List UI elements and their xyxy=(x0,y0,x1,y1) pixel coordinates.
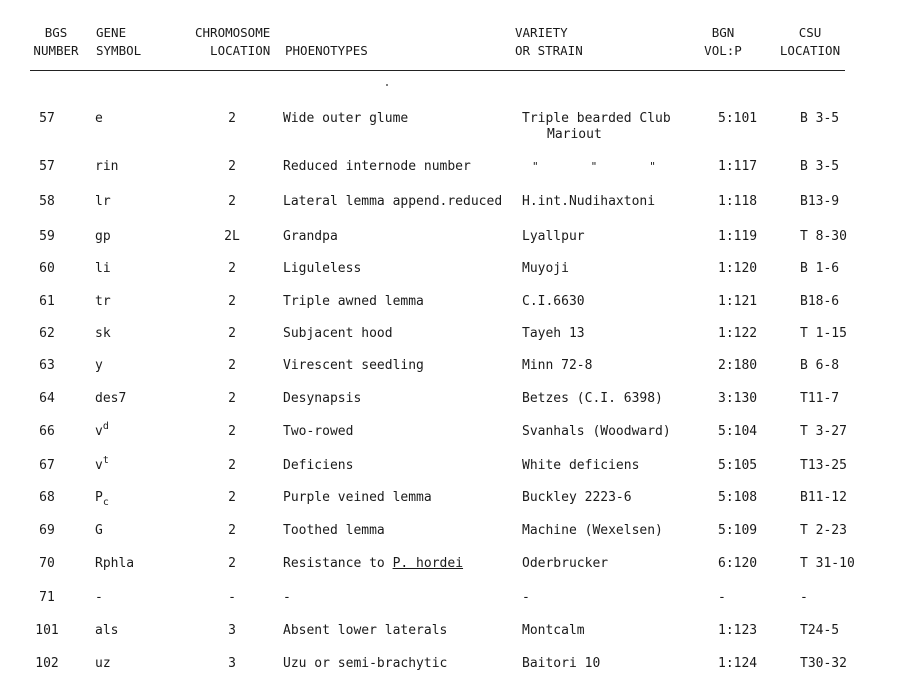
phenotype-cell xyxy=(283,358,424,374)
bgn-vol-page-cell: 5:101 xyxy=(718,111,758,126)
gene-superscript: d xyxy=(102,421,109,432)
phenotype-text: Toothed lemma xyxy=(283,523,385,538)
gene-symbol-text: - xyxy=(95,590,103,605)
gene-symbol-cell xyxy=(95,523,103,539)
csu-location-cell: T 1-15 xyxy=(800,326,847,341)
chromosome-location-cell: 2 xyxy=(228,111,236,126)
gene-symbol-text: sk xyxy=(95,326,111,341)
csu-location-cell: B18-6 xyxy=(800,294,840,309)
phenotype-cell xyxy=(283,458,353,474)
gene-symbol-cell xyxy=(95,229,111,245)
chromosome-location-cell: 3 xyxy=(228,656,236,671)
phenotype-cell xyxy=(283,590,291,606)
bgn-vol-page-cell: 3:130 xyxy=(718,391,758,406)
phenotype-text: Resistance to xyxy=(283,556,393,571)
chromosome-location-cell: 2 xyxy=(228,490,236,505)
gene-symbol-cell xyxy=(95,656,111,672)
chromosome-location-cell: 2L xyxy=(224,229,240,244)
gene-superscript: t xyxy=(102,455,109,466)
csu-location-cell: B11-12 xyxy=(800,490,847,505)
phenotype-text: Lateral lemma append.reduced xyxy=(283,194,503,209)
header-bgn-vol: BGN VOL:P xyxy=(704,25,742,58)
bgn-vol-page-cell: 6:120 xyxy=(718,556,758,571)
gene-symbol-cell xyxy=(95,294,111,310)
chromosome-location-cell: 2 xyxy=(228,358,236,373)
phenotype-text: Triple awned lemma xyxy=(283,294,424,309)
chromosome-location-cell: 2 xyxy=(228,523,236,538)
chromosome-location-cell: 2 xyxy=(228,294,236,309)
variety-strain-continuation: Mariout xyxy=(547,127,602,142)
gene-symbol-cell xyxy=(95,623,118,639)
chromosome-location-cell: 3 xyxy=(228,623,236,638)
bgs-number-cell: 66 xyxy=(39,424,55,439)
bgn-vol-page-cell: 1:122 xyxy=(718,326,758,341)
variety-strain-cell: Lyallpur xyxy=(522,229,585,244)
bgs-number-cell: 61 xyxy=(39,294,55,309)
ditto-mark: " xyxy=(649,160,656,173)
gene-symbol-text: v xyxy=(95,424,103,439)
bgs-number-cell: 67 xyxy=(39,458,55,473)
phenotype-cell xyxy=(283,490,432,506)
bgs-number-cell: 71 xyxy=(39,590,55,605)
header-phenotypes: PHOENOTYPES xyxy=(285,43,368,58)
gene-symbol-text: des7 xyxy=(95,391,127,406)
phenotype-cell xyxy=(283,159,471,175)
bgn-vol-page-cell: 2:180 xyxy=(718,358,758,373)
csu-location-cell: T24-5 xyxy=(800,623,840,638)
csu-location-cell: - xyxy=(800,590,808,605)
variety-strain-cell: Buckley 2223-6 xyxy=(522,490,632,505)
csu-location-cell: B 3-5 xyxy=(800,111,840,126)
phenotype-text: Grandpa xyxy=(283,229,338,244)
bgn-vol-page-cell: 5:108 xyxy=(718,490,758,505)
gene-symbol-cell xyxy=(95,326,111,342)
bgs-number-cell: 57 xyxy=(39,111,55,126)
header-rule xyxy=(30,70,845,71)
phenotype-cell xyxy=(283,326,393,342)
gene-symbol-text: lr xyxy=(95,194,111,209)
variety-strain-cell: White deficiens xyxy=(522,458,640,473)
phenotype-text: Reduced internode number xyxy=(283,159,471,174)
chromosome-location-cell: 2 xyxy=(228,326,236,341)
header-chromosome-location: CHROMOSOME LOCATION xyxy=(195,25,271,58)
gene-symbol-text: uz xyxy=(95,656,111,671)
csu-location-cell: T 2-23 xyxy=(800,523,847,538)
bgs-number-cell: 57 xyxy=(39,159,55,174)
phenotype-text: Absent lower laterals xyxy=(283,623,448,638)
chromosome-location-cell: 2 xyxy=(228,159,236,174)
chromosome-location-cell: 2 xyxy=(228,556,236,571)
bgs-number-cell: 101 xyxy=(35,623,59,638)
chromosome-location-cell: 2 xyxy=(228,424,236,439)
bgs-number-cell: 64 xyxy=(39,391,55,406)
bgs-number-cell: 69 xyxy=(39,523,55,538)
gene-symbol-cell xyxy=(95,194,111,210)
csu-location-cell: T11-7 xyxy=(800,391,840,406)
bgn-vol-page-cell: 5:104 xyxy=(718,424,758,439)
phenotype-text: Two-rowed xyxy=(283,424,354,439)
phenotype-text: Wide outer glume xyxy=(283,111,409,126)
csu-location-cell: B 6-8 xyxy=(800,358,840,373)
bgs-number-cell: 60 xyxy=(39,261,55,276)
bgs-number-cell: 68 xyxy=(39,490,55,505)
gene-symbol-cell xyxy=(95,490,109,507)
phenotype-text: - xyxy=(283,590,291,605)
variety-strain-cell: Machine (Wexelsen) xyxy=(522,523,663,538)
gene-subscript: c xyxy=(102,497,109,508)
csu-location-cell: T 3-27 xyxy=(800,424,847,439)
phenotype-cell xyxy=(283,229,338,245)
chromosome-location-cell: 2 xyxy=(228,261,236,276)
phenotype-cell xyxy=(283,556,463,572)
phenotype-text: Deficiens xyxy=(283,458,354,473)
header-variety-strain: VARIETY OR STRAIN xyxy=(515,25,583,58)
bgn-vol-page-cell: 1:117 xyxy=(718,159,758,174)
gene-symbol-text: als xyxy=(95,623,119,638)
gene-symbol-cell xyxy=(95,590,103,606)
variety-ditto-cell xyxy=(522,159,656,175)
bgs-number-cell: 102 xyxy=(35,656,59,671)
phenotype-cell xyxy=(283,424,353,440)
gene-symbol-cell xyxy=(95,358,103,374)
gene-symbol-text: rin xyxy=(95,159,119,174)
phenotype-text: Liguleless xyxy=(283,261,362,276)
gene-symbol-cell xyxy=(95,556,134,572)
gene-symbol-text: G xyxy=(95,523,103,538)
bgn-vol-page-cell: - xyxy=(718,590,726,605)
gene-symbol-text: li xyxy=(95,261,111,276)
phenotype-cell xyxy=(283,523,385,539)
chromosome-location-cell: - xyxy=(228,590,236,605)
variety-strain-cell: H.int.Nudihaxtoni xyxy=(522,194,656,209)
ditto-mark: " xyxy=(590,160,598,173)
csu-location-cell: B 1-6 xyxy=(800,261,840,276)
bgs-number-cell: 63 xyxy=(39,358,55,373)
bgn-vol-page-cell: 1:120 xyxy=(718,261,758,276)
variety-strain-cell: Montcalm xyxy=(522,623,585,638)
variety-strain-cell: Oderbrucker xyxy=(522,556,609,571)
gene-symbol-text: gp xyxy=(95,229,111,244)
gene-symbol-cell xyxy=(95,111,103,127)
gene-symbol-text: tr xyxy=(95,294,111,309)
phenotype-cell xyxy=(283,261,361,277)
bgs-number-cell: 70 xyxy=(39,556,55,571)
phenotype-text: Virescent seedling xyxy=(283,358,424,373)
gene-symbol-cell xyxy=(95,455,109,475)
gene-symbol-cell xyxy=(95,261,111,277)
variety-strain-cell: Muyoji xyxy=(522,261,569,276)
header-bgs-number: BGS NUMBER xyxy=(33,25,79,58)
csu-location-cell: B13-9 xyxy=(800,194,840,209)
chromosome-location-cell: 2 xyxy=(228,458,236,473)
gene-symbol-text: e xyxy=(95,111,103,126)
header-gene-symbol: GENE SYMBOL xyxy=(96,25,142,58)
variety-strain-cell: Triple bearded Club xyxy=(522,111,671,126)
bgn-vol-page-cell: 1:124 xyxy=(718,656,758,671)
phenotype-cell xyxy=(283,194,502,210)
variety-strain-cell: Baitori 10 xyxy=(522,656,601,671)
phenotype-cell xyxy=(283,391,361,407)
variety-strain-cell: Svanhals (Woodward) xyxy=(522,424,671,439)
csu-location-cell: T30-32 xyxy=(800,656,847,671)
variety-strain-cell: Minn 72-8 xyxy=(522,358,593,373)
bgn-vol-page-cell: 1:123 xyxy=(718,623,758,638)
gene-symbol-text: v xyxy=(95,458,103,473)
csu-location-cell: B 3-5 xyxy=(800,159,840,174)
bgn-vol-page-cell: 1:121 xyxy=(718,294,758,309)
phenotype-text: Subjacent hood xyxy=(283,326,393,341)
phenotype-underlined-text: P. hordei xyxy=(392,556,464,571)
scan-speck xyxy=(386,84,388,86)
chromosome-location-cell: 2 xyxy=(228,194,236,209)
gene-symbol-cell xyxy=(95,159,118,175)
ditto-mark: " xyxy=(532,160,539,173)
phenotype-text: Purple veined lemma xyxy=(283,490,432,505)
phenotype-cell xyxy=(283,294,424,310)
csu-location-cell: T 8-30 xyxy=(800,229,847,244)
phenotype-text: Desynapsis xyxy=(283,391,362,406)
variety-strain-cell: - xyxy=(522,590,530,605)
bgn-vol-page-cell: 1:119 xyxy=(718,229,758,244)
gene-symbol-cell xyxy=(95,421,109,441)
variety-strain-cell: Betzes (C.I. 6398) xyxy=(522,391,663,406)
csu-location-cell: T13-25 xyxy=(800,458,847,473)
bgs-number-cell: 59 xyxy=(39,229,55,244)
bgs-number-cell: 62 xyxy=(39,326,55,341)
phenotype-cell xyxy=(283,111,408,127)
variety-strain-cell: Tayeh 13 xyxy=(522,326,585,341)
bgn-vol-page-cell: 1:118 xyxy=(718,194,758,209)
bgn-vol-page-cell: 5:109 xyxy=(718,523,758,538)
variety-strain-cell: C.I.6630 xyxy=(522,294,585,309)
bgs-number-cell: 58 xyxy=(39,194,55,209)
gene-symbol-cell xyxy=(95,391,126,407)
gene-symbol-text: y xyxy=(95,358,103,373)
chromosome-location-cell: 2 xyxy=(228,391,236,406)
phenotype-cell xyxy=(283,623,447,639)
csu-location-cell: T 31-10 xyxy=(800,556,855,571)
gene-symbol-text: P xyxy=(95,490,103,505)
phenotype-cell xyxy=(283,656,447,672)
gene-symbol-text: Rphla xyxy=(95,556,135,571)
bgn-vol-page-cell: 5:105 xyxy=(718,458,758,473)
header-csu-location: CSU LOCATION xyxy=(779,25,841,58)
phenotype-text: Uzu or semi-brachytic xyxy=(283,656,448,671)
